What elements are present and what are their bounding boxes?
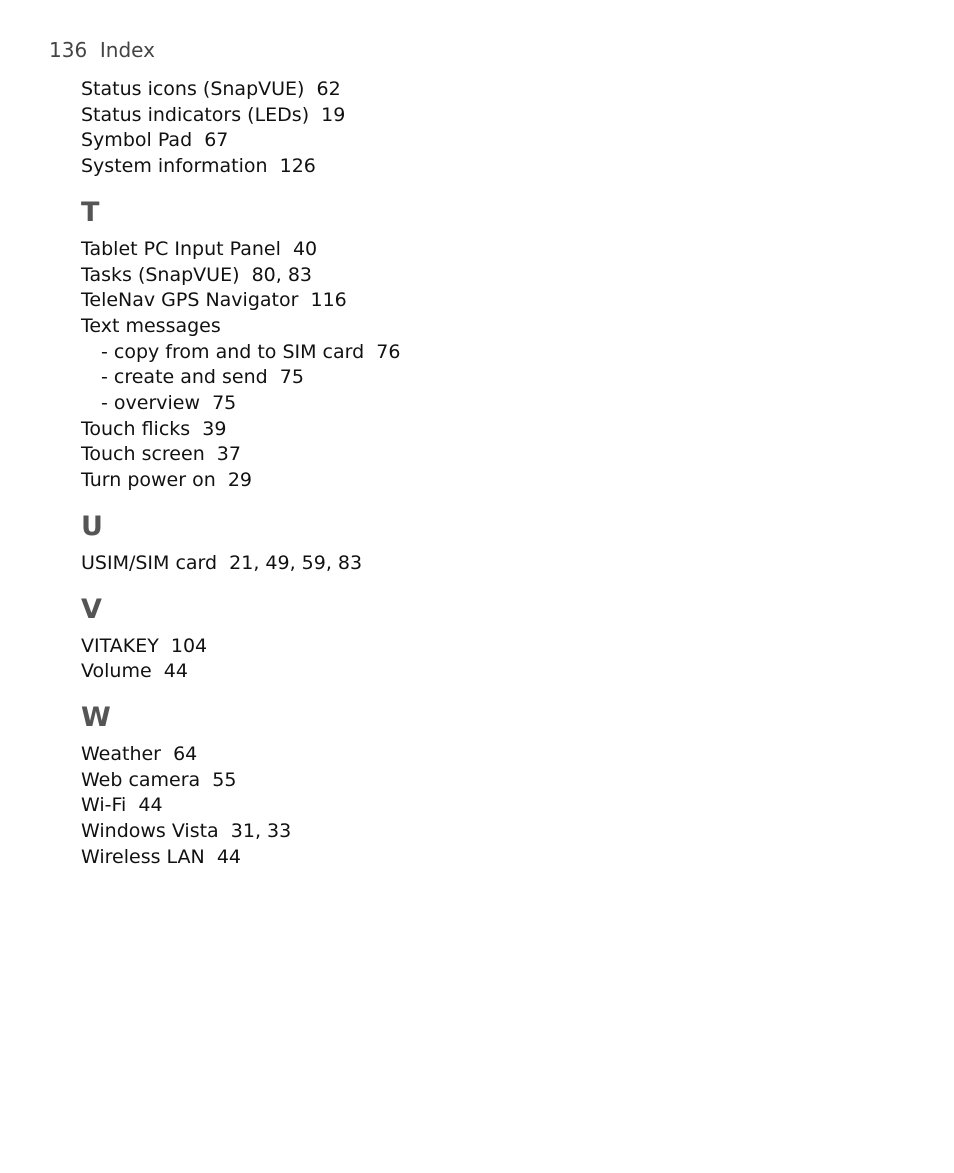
- page-number: 136: [49, 38, 88, 62]
- index-entry: VITAKEY 104: [81, 634, 208, 657]
- index-entry: Status icons (SnapVUE) 62: [81, 78, 341, 100]
- index-entry: Volume 44: [81, 660, 188, 683]
- index-entry: Windows Vista 31, 33: [81, 820, 292, 843]
- index-entry: Tasks (SnapVUE) 80, 83: [81, 263, 312, 286]
- page-header: [49, 37, 155, 63]
- index-section: [81, 593, 901, 685]
- section-letter: W: [81, 701, 111, 733]
- index-subentry: - copy from and to SIM card 76: [101, 340, 401, 363]
- index-entry: Weather 64: [81, 742, 198, 765]
- index-entry: Symbol Pad 67: [81, 129, 229, 152]
- index-entry: TeleNav GPS Navigator 116: [81, 289, 347, 312]
- index-entry: Tablet PC Input Panel 40: [81, 237, 318, 260]
- index-entry: System information 126: [81, 155, 316, 178]
- index-entry: Wireless LAN 44: [81, 845, 242, 868]
- index-entry: Wi-Fi 44: [81, 794, 163, 817]
- section-letter: U: [81, 510, 103, 542]
- index-entry: Web camera 55: [81, 768, 237, 791]
- index-subentry: - overview 75: [101, 392, 237, 415]
- index-section: [81, 196, 901, 494]
- index-entry: Turn power on 29: [81, 469, 253, 492]
- index-entry: Status indicators (LEDs) 19: [81, 103, 346, 126]
- index-section: [81, 77, 901, 180]
- index-list: [81, 77, 901, 870]
- index-section: [81, 701, 901, 871]
- index-section: [81, 510, 901, 577]
- section-title: Index: [99, 38, 155, 62]
- section-letter: V: [81, 593, 102, 625]
- index-entry: Touch screen 37: [81, 443, 241, 466]
- section-letter: T: [81, 196, 100, 228]
- index-entry: Text messages: [81, 314, 221, 337]
- index-subentry: - create and send 75: [101, 366, 304, 389]
- index-entry: Touch flicks 39: [81, 417, 227, 440]
- index-entry: USIM/SIM card 21, 49, 59, 83: [81, 551, 363, 574]
